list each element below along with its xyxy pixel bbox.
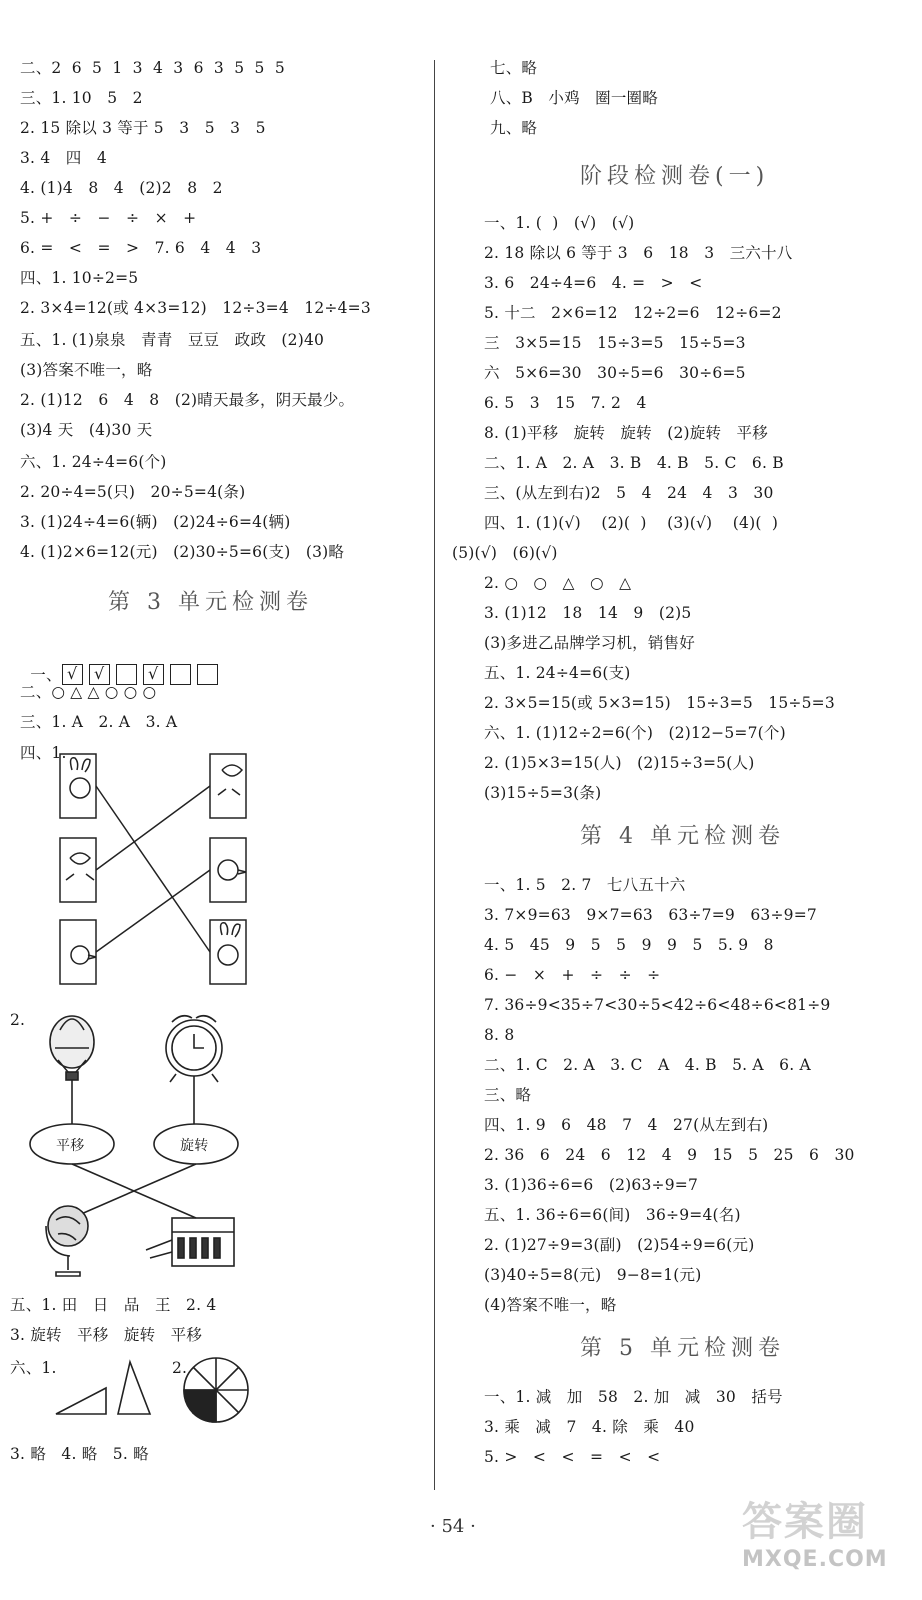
answer-line: 2.: [10, 1011, 26, 1029]
answer-box: √: [89, 664, 110, 685]
answer-line: 6. 5 3 15 7. 2 4: [484, 394, 647, 412]
section-heading: 第 3 单元检测卷: [108, 590, 313, 615]
answer-line: 2. (1)27÷9=3(副) (2)54÷9=6(元): [484, 1236, 755, 1254]
answer-line: 2. ○ ○ △ ○ △: [484, 574, 632, 592]
answer-line: 7. 36÷9<35÷7<30÷5<42÷6<48÷6<81÷9: [484, 996, 831, 1014]
answer-line: 三 3×5=15 15÷3=5 15÷5=3: [484, 334, 746, 352]
answer-line: 八、B 小鸡 圈一圈略: [490, 89, 658, 107]
question-number: 一、: [30, 666, 62, 684]
answer-box: [197, 664, 218, 685]
page-number: · 54 ·: [430, 1516, 476, 1537]
answer-line: 3. 4 四 4: [20, 149, 107, 167]
answer-line: 2. 15 除以 3 等于 5 3 5 3 5: [20, 119, 266, 137]
answer-line: 4. (1)4 8 4 (2)2 8 2: [20, 179, 223, 197]
answer-box: √: [62, 664, 83, 685]
answer-line: 3. (1)12 18 14 9 (2)5: [484, 604, 692, 622]
answer-line: 3. (1)36÷6=6 (2)63÷9=7: [484, 1176, 699, 1194]
answer-box: [170, 664, 191, 685]
answer-line: 三、1. A 2. A 3. A: [20, 713, 178, 731]
answer-line: (5)(√) (6)(√): [452, 544, 558, 562]
answer-line: (3)答案不唯一，略: [20, 361, 153, 379]
oval-label-rotate: 旋转: [180, 1138, 209, 1154]
answer-line: 3. 乘 减 7 4. 除 乘 40: [484, 1418, 695, 1436]
answer-line: (3)4 天 (4)30 天: [20, 421, 153, 439]
answer-line: 三、(从左到右)2 5 4 24 4 3 30: [484, 484, 774, 502]
answer-line: 七、略: [490, 59, 538, 77]
answer-line: 2. (1)12 6 4 8 (2)晴天最多，阴天最少。: [20, 391, 355, 409]
answer-line: 六、1.: [10, 1359, 57, 1377]
answer-line: 8. 8: [484, 1026, 515, 1044]
column-divider: [434, 60, 435, 1490]
answer-line: 三、1. 10 5 2: [20, 89, 143, 107]
answer-line: 四、1. 10÷2=5: [20, 269, 139, 287]
section-heading: 阶段检测卷(一): [580, 164, 770, 189]
answer-line: 六、1. (1)12÷2=6(个) (2)12−5=7(个): [484, 724, 786, 742]
answer-line: (4)答案不唯一，略: [484, 1296, 617, 1314]
answer-line: 六 5×6=30 30÷5=6 30÷6=5: [484, 364, 746, 382]
answer-line: 一、1. ( ) (√) (√): [484, 214, 635, 232]
answer-line: 8. (1)平移 旋转 旋转 (2)旋转 平移: [484, 424, 768, 442]
answer-line: 二、2 6 5 1 3 4 3 6 3 5 5 5: [20, 59, 285, 77]
answer-line: 5. 十二 2×6=12 12÷2=6 12÷6=2: [484, 304, 782, 322]
answer-line: 2. 36 6 24 6 12 4 9 15 5 25 6 30: [484, 1146, 855, 1164]
answer-line: 4. (1)2×6=12(元) (2)30÷5=6(支) (3)略: [20, 543, 345, 561]
answer-line: 3. 6 24÷4=6 4. = > <: [484, 274, 703, 292]
answer-line: 一、1. 减 加 58 2. 加 减 30 括号: [484, 1388, 783, 1406]
section-heading: 第 4 单元检测卷: [580, 824, 785, 849]
answer-line: 2. 3×5=15(或 5×3=15) 15÷3=5 15÷5=3: [484, 694, 835, 712]
watermark-logo: [742, 1490, 912, 1590]
answer-box: √: [143, 664, 164, 685]
answer-line: 4. 5 45 9 5 5 9 9 5 5. 9 8: [484, 936, 774, 954]
answer-line: 四、1.: [20, 744, 67, 762]
answer-line: 九、略: [490, 119, 538, 137]
answer-line: 四、1. (1)(√) (2)( ) (3)(√) (4)( ): [484, 514, 779, 532]
answer-line: 6. − × + ÷ ÷ ÷: [484, 966, 661, 984]
answer-line: 一、1. 5 2. 7 七八五十六: [484, 876, 686, 894]
answer-line: 2. 20÷4=5(只) 20÷5=4(条): [20, 483, 246, 501]
answer-line: 六、1. 24÷4=6(个): [20, 453, 167, 471]
section-heading: 第 5 单元检测卷: [580, 1336, 785, 1361]
answer-line: 3. (1)24÷4=6(辆) (2)24÷6=4(辆): [20, 513, 291, 531]
answer-line: 五、1. 24÷4=6(支): [484, 664, 631, 682]
answer-line: 2.: [172, 1359, 188, 1377]
answer-line: 3. 7×9=63 9×7=63 63÷7=9 63÷9=7: [484, 906, 817, 924]
answer-line: 5. + ÷ − ÷ × +: [20, 209, 197, 227]
oval-label-translate: 平移: [56, 1138, 85, 1154]
answer-line: 5. > < < = < <: [484, 1448, 661, 1466]
answer-line: 五、1. 36÷6=6(间) 36÷9=4(名): [484, 1206, 741, 1224]
answer-line: 3. 旋转 平移 旋转 平移: [10, 1326, 203, 1344]
answer-line: 2. 3×4=12(或 4×3=12) 12÷3=4 12÷4=3: [20, 299, 371, 317]
answer-line: 二、1. C 2. A 3. C A 4. B 5. A 6. A: [484, 1056, 811, 1074]
answer-line: 2. (1)5×3=15(人) (2)15÷3=5(人): [484, 754, 755, 772]
checkbox-row: [20, 645, 224, 687]
answer-line: 6. = < = > 7. 6 4 4 3: [20, 239, 262, 257]
watermark-text: 答案圈: [742, 1499, 868, 1545]
answer-line: 四、1. 9 6 48 7 4 27(从左到右): [484, 1116, 769, 1134]
answer-line: (3)多进乙品牌学习机，销售好: [484, 634, 695, 652]
watermark-url: MXQE.COM: [742, 1547, 888, 1572]
answer-line: 五、1. 田 日 品 王 2. 4: [10, 1296, 217, 1314]
answer-line: 3. 略 4. 略 5. 略: [10, 1445, 149, 1463]
answer-line: 三、略: [484, 1086, 532, 1104]
answer-line: (3)15÷5=3(条): [484, 784, 602, 802]
answer-line: 2. 18 除以 6 等于 3 6 18 3 三六十八: [484, 244, 793, 262]
answer-line: 二、○ △ △ ○ ○ ○: [20, 683, 157, 701]
answer-line: 五、1. (1)泉泉 青青 豆豆 政政 (2)40: [20, 331, 325, 349]
answer-line: (3)40÷5=8(元) 9−8=1(元): [484, 1266, 702, 1284]
answer-line: 二、1. A 2. A 3. B 4. B 5. C 6. B: [484, 454, 784, 472]
